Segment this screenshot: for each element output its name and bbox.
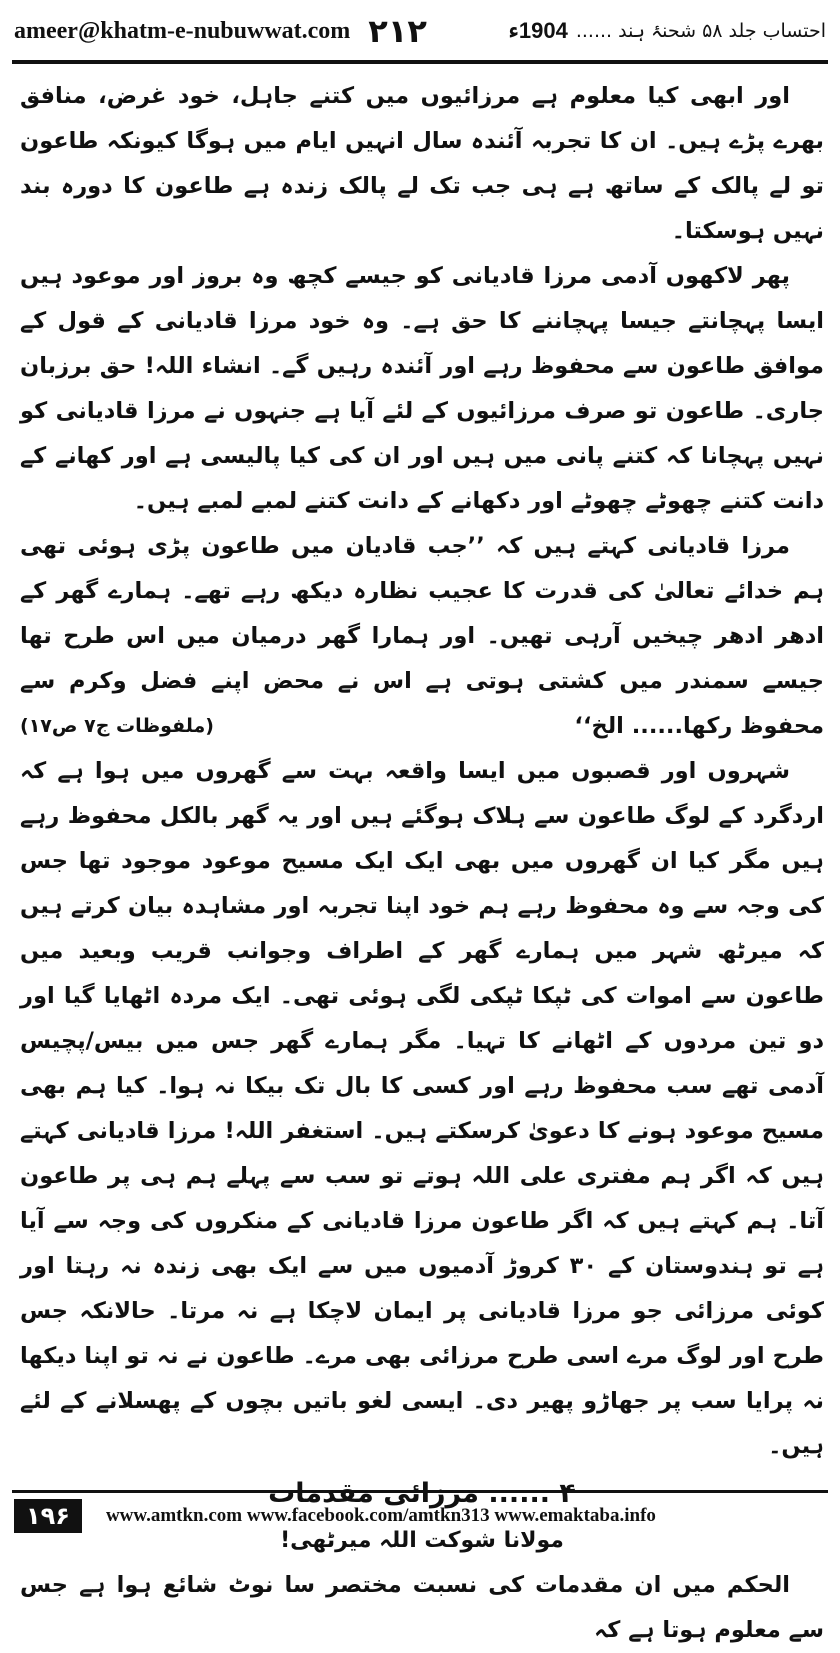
paragraph-1: اور ابھی کیا معلوم ہے مرزائیوں میں کتنے جاہل، خود غرض، منافق بھرے پڑے ہیں۔ ان کا تجربہ آئندہ سال انہیں ایام میں ہوگا کیونکہ طاعون تو لے پالک کے ساتھ ہے ہی جب تک لے پالک زندہ ہے طاعون کا دورہ بند نہیں ہوسکتا۔ [20,83,824,244]
bottom-rule [12,1490,828,1493]
header-title: احتساب جلد ۵۸ شحنۂ ہند ...... [575,20,826,42]
header-left [14,12,427,50]
document-body [20,74,824,1653]
header-year: 1904ء [508,18,568,43]
paragraph-3 [20,524,824,749]
paragraph-3-text: مرزا قادیانی کہتے ہیں کہ ’’جب قادیان میں طاعون پڑی ہوئی تھی ہم خدائے تعالیٰ کی قدرت کا عجیب نظارہ دیکھ رہے تھے۔ ہمارے گھر کے ادھر ادھر چیخیں آرہی تھیں۔ اور ہمارا گھر درمیان میں اس طرح تھا جیسے سمندر میں کشتی ہوتی ہے اس نے محض اپنے فضل وکرم سے محفوظ رکھا...... الخ‘‘ [20,533,824,739]
paragraph-2: پھر لاکھوں آدمی مرزا قادیانی کو جیسے کچھ وہ بروز اور موعود ہیں ایسا پہچانتے جیسا پہچاننے کا حق ہے۔ وہ خود مرزا قادیانی کے قول کے موافق طاعون سے محفوظ رہے اور آئندہ رہیں گے۔ انشاء اللہ! حق برزبان جاری۔ طاعون تو صرف مرزائیوں کے لئے آیا ہے جنہوں نے مرزا قادیانی کو نہیں پہچانا کہ کتنے پانی میں ہیں اور ان کی کیا پالیسی ہے اور کھانے کے دانت کتنے چھوٹے چھوٹے اور دکھانے کے دانت کتنے لمبے لمبے ہیں۔ [20,263,824,514]
header-email[interactable]: ameer@khatm-e-nubuwwat.com [14,17,351,44]
page-footer [14,1498,826,1534]
footer-links[interactable]: www.amtkn.com www.facebook.com/amtkn313 www.emaktaba.info [105,1505,656,1526]
paragraph-4: شہروں اور قصبوں میں ایسا واقعہ بہت سے گھروں میں ہوا ہے کہ اردگرد کے لوگ طاعون سے ہلاک ہوگئے ہیں اور یہ گھر بالکل محفوظ رہے ہیں مگر کیا ان گھروں میں بھی ایک ایک مسیح موعود موجود تھا جس کی وجہ سے وہ محفوظ رہے ہم خود اپنا تجربہ اور مشاہدہ بیان کرتے ہیں کہ میرٹھ شہر میں ہمارے گھر کے اطراف وجوانب قریب وبعید میں طاعون سے اموات کی ٹپکا ٹپکی لگی ہوئی تھی۔ ایک مردہ اٹھایا گیا اور دو تین مردوں کے اٹھانے کا تہیا۔ مگر ہمارے گھر جس میں بیس/پچیس آدمی تھے سب محفوظ رہے اور کسی کا بال تک بیکا نہ ہوا۔ کیا ہم بھی مسیح موعود ہونے کا دعویٰ کرسکتے ہیں۔ استغفر اللہ! مرزا قادیانی کہتے ہیں کہ اگر ہم مفتری علی اللہ ہوتے تو سب سے پہلے ہم ہی پر طاعون آتا۔ ہم کہتے ہیں کہ اگر طاعون مرزا قادیانی کے منکروں کی وجہ سے آیا ہے تو ہندوستان کے ۳۰ کروڑ آدمیوں میں سے ایک بھی زندہ نہ رہتا اور کوئی مرزائی جو مرزا قادیانی پر ایمان لاچکا ہے نہ مرتا۔ حالانکہ جس طرح اور لوگ مرے اسی طرح مرزائی بھی مرے۔ طاعون نے نہ تو اپنا دیکھا نہ پرایا سب پر جھاڑو پھیر دی۔ ایسی لغو باتیں بچوں کے پھسلانے کے لئے ہیں۔ [20,758,825,1459]
section-author: مولانا شوکت اللہ میرٹھی! [280,1528,564,1553]
citation-reference: (ملفوظات ج۷ ص۱۷) [20,715,214,737]
top-rule [12,60,828,64]
header-title-group [509,18,826,44]
section-title: ۴ ...... مرزائی مقدمات [268,1478,576,1509]
page-header [14,6,826,56]
closing-paragraph: الحکم میں ان مقدمات کی نسبت مختصر سا نوٹ شائع ہوا ہے جس سے معلوم ہوتا ہے کہ [20,1572,824,1643]
footer-page-number: ۱۹۶ [14,1499,82,1533]
header-page-number: ۲۱۲ [368,12,427,50]
